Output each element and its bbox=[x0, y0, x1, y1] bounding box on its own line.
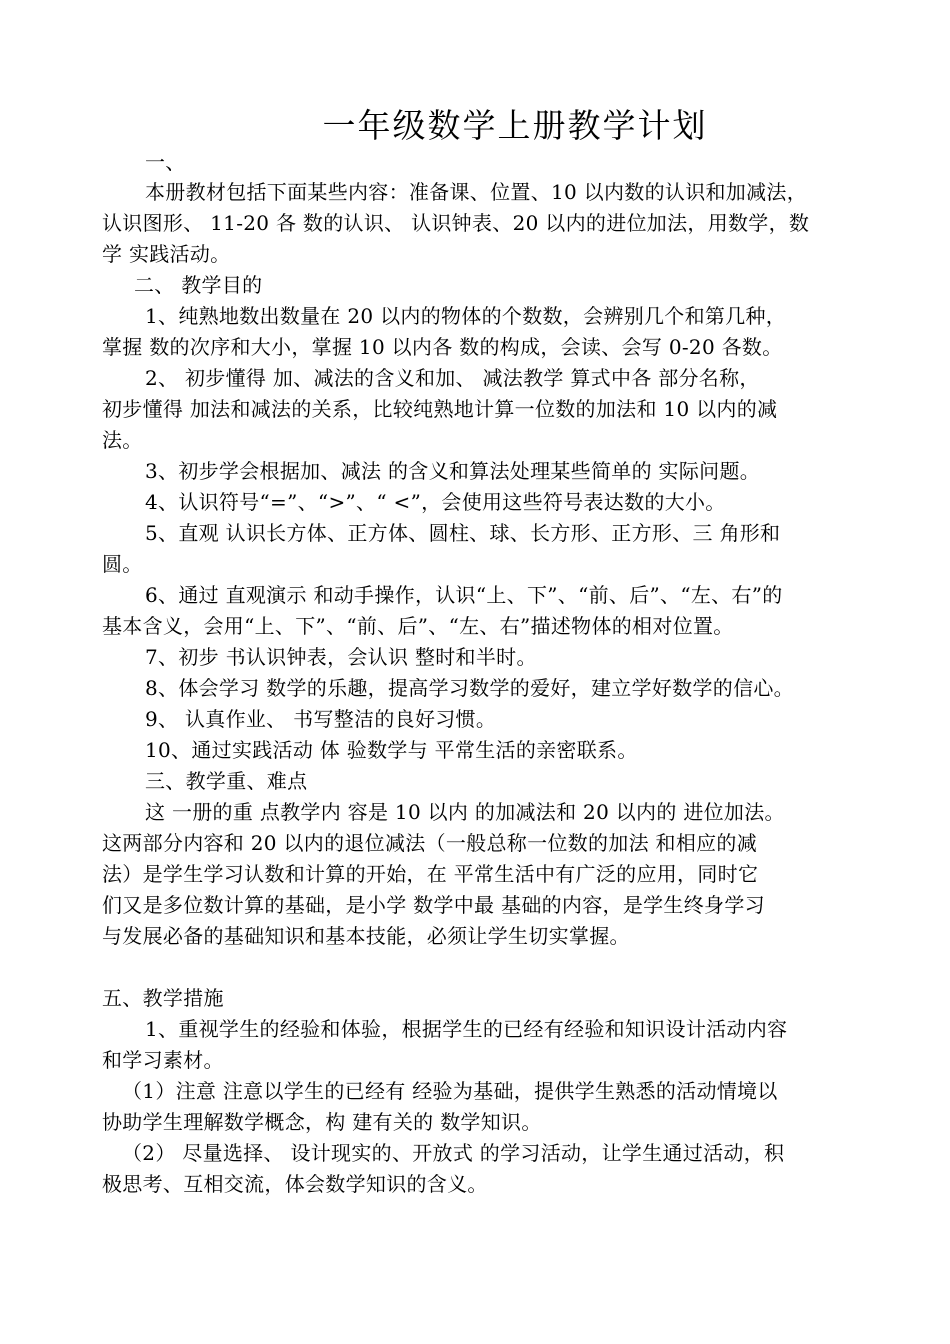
text-line: 学 实践活动。 bbox=[102, 242, 231, 266]
text-line: 这两部分内容和 20 以内的退位减法（一般总称一位数的加法 和相应的减 bbox=[102, 831, 758, 855]
document-title: 一年级数学上册教学计划 bbox=[322, 106, 708, 145]
text-line: 基本含义，会用“上、下”、“前、后”、“左、右”描述物体的相对位置。 bbox=[102, 614, 734, 638]
text-line: 5、直观 认识长方体、正方体、圆柱、球、长方形、正方形、三 角形和 bbox=[145, 521, 781, 545]
text-line: 3、初步学会根据加、减法 的含义和算法处理某些简单的 实际问题。 bbox=[145, 459, 761, 483]
text-line: 二、 教学目的 bbox=[134, 273, 263, 297]
text-line: 法。 bbox=[102, 428, 143, 452]
text-line: 1、重视学生的经验和体验，根据学生的已经有经验和知识设计活动内容 bbox=[145, 1017, 788, 1041]
text-line: （2） 尽量选择、 设计现实的、开放式 的学习活动，让学生通过活动，积 bbox=[122, 1141, 785, 1165]
text-line: 认识图形、 11-20 各 数的认识、 认识钟表、20 以内的进位加法，用数学，数 bbox=[102, 211, 810, 235]
text-line: 6、通过 直观演示 和动手操作，认识“上、下”、“前、后”、“左、右”的 bbox=[145, 583, 783, 607]
text-line: 掌握 数的次序和大小，掌握 10 以内各 数的构成，会读、会写 0-20 各数。 bbox=[102, 335, 783, 359]
text-line: 本册教材包括下面某些内容：准备课、位置、10 以内数的认识和加减法， bbox=[145, 180, 808, 204]
text-line: 圆。 bbox=[102, 552, 143, 576]
text-line: 7、初步 书认识钟表，会认识 整时和半时。 bbox=[145, 645, 537, 669]
text-line: （1）注意 注意以学生的已经有 经验为基础，提供学生熟悉的活动情境以 bbox=[122, 1079, 778, 1103]
text-line: 法）是学生学习认数和计算的开始，在 平常生活中有广泛的应用，同时它 bbox=[102, 862, 759, 886]
text-line: 这 一册的重 点教学内 容是 10 以内 的加减法和 20 以内的 进位加法。 bbox=[145, 800, 785, 824]
text-line: 10、通过实践活动 体 验数学与 平常生活的亲密联系。 bbox=[145, 738, 638, 762]
text-line: 协助学生理解数学概念，构 建有关的 数学知识。 bbox=[102, 1110, 542, 1134]
text-line: 们又是多位数计算的基础，是小学 数学中最 基础的内容，是学生终身学习 bbox=[102, 893, 765, 917]
text-line: 9、 认真作业、 书写整洁的良好习惯。 bbox=[145, 707, 497, 731]
text-line: 和学习素材。 bbox=[102, 1048, 224, 1072]
text-line: 三、教学重、难点 bbox=[145, 769, 308, 793]
text-line: 2、 初步懂得 加、减法的含义和加、 减法教学 算式中各 部分名称， bbox=[145, 366, 760, 390]
text-line: 与发展必备的基础知识和基本技能，必须让学生切实掌握。 bbox=[102, 924, 630, 948]
text-line: 初步懂得 加法和减法的关系，比较纯熟地计算一位数的加法和 10 以内的减 bbox=[102, 397, 778, 421]
text-line: 4、认识符号“=”、“>”、“ <”，会使用这些符号表达数的大小。 bbox=[145, 490, 726, 514]
text-line: 极思考、互相交流，体会数学知识的含义。 bbox=[102, 1172, 488, 1196]
text-line: 五、教学措施 bbox=[102, 986, 224, 1010]
text-line: 一、 bbox=[145, 150, 186, 174]
text-line: 1、纯熟地数出数量在 20 以内的物体的个数数，会辨别几个和第几种， bbox=[145, 304, 787, 328]
text-line: 8、体会学习 数学的乐趣，提高学习数学的爱好，建立学好数学的信心。 bbox=[145, 676, 794, 700]
